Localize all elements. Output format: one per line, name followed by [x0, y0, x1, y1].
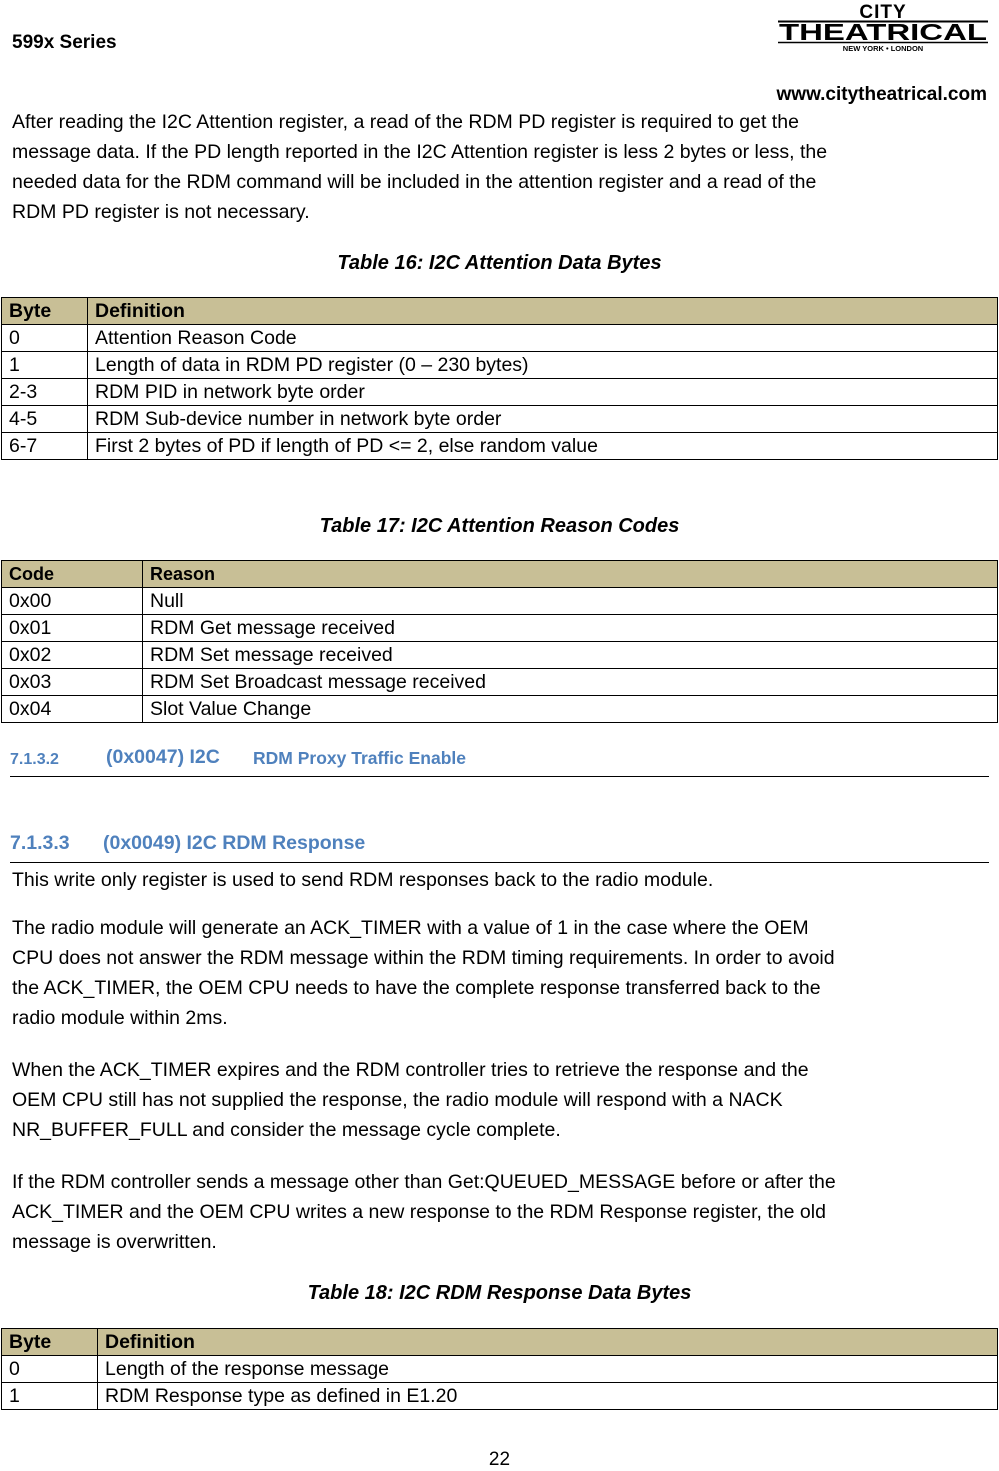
paragraph-ack-timer: The radio module will generate an ACK_TIMER with a value of 1 in the case where the OEM CPU does not answer the RDM message within the RDM timing requirements. In order to avoid the ACK_TIMER, the OEM CPU needs to have the complete response transferred back to the radio module within 2ms.	[12, 917, 835, 1029]
logo-line-city: CITY	[859, 2, 907, 23]
table-16-caption: Table 16: I2C Attention Data Bytes	[337, 252, 662, 274]
section-title-part-a: (0x0047) I2C	[106, 746, 220, 768]
table-row: 0x00 Null	[2, 588, 998, 615]
column-header: Reason	[143, 561, 998, 588]
column-header: Definition	[98, 1329, 998, 1356]
table-18-caption: Table 18: I2C RDM Response Data Bytes	[307, 1282, 692, 1304]
intro-paragraph: After reading the I2C Attention register, a read of the RDM PD register is required to get the message data. If the PD length reported in the I2C Attention register is less 2 bytes or less, the needed data for the RDM command will be included in the attention register and a read of the RDM PD register is not necessary.	[12, 111, 828, 223]
table-row: 0x04 Slot Value Change	[2, 696, 998, 723]
attention-data-bytes-table	[1, 297, 998, 460]
table-header-row	[2, 1329, 998, 1356]
table-row: 2-3 RDM PID in network byte order	[2, 379, 998, 406]
table-row: 4-5 RDM Sub-device number in network byte order	[2, 406, 998, 433]
table-row: 0x02 RDM Set message received	[2, 642, 998, 669]
section-number: 7.1.3.2	[10, 751, 59, 768]
rdm-response-data-bytes-table	[1, 1328, 998, 1410]
column-header: Byte	[2, 298, 88, 325]
city-theatrical-logo	[778, 2, 988, 52]
column-header: Definition	[88, 298, 998, 325]
table-header-row	[2, 561, 998, 588]
attention-reason-codes-table	[1, 560, 998, 723]
section-title-part-b: RDM Proxy Traffic Enable	[253, 748, 466, 768]
paragraph-register-description: This write only register is used to send RDM responses back to the radio module.	[12, 869, 714, 891]
table-header-row	[2, 298, 998, 325]
table-row: 0x03 RDM Set Broadcast message received	[2, 669, 998, 696]
table-17-caption: Table 17: I2C Attention Reason Codes	[319, 515, 680, 537]
table-row: 0x01 RDM Get message received	[2, 615, 998, 642]
table-row: 1 RDM Response type as defined in E1.20	[2, 1383, 998, 1410]
section-heading-7-1-3-2	[10, 742, 989, 777]
table-row: 1 Length of data in RDM PD register (0 – 230 bytes)	[2, 352, 998, 379]
logo-line-location: NEW YORK • LONDON	[842, 44, 924, 52]
document-series-title: 599x Series	[12, 32, 117, 53]
column-header: Code	[2, 561, 143, 588]
column-header: Byte	[2, 1329, 98, 1356]
table-row: 6-7 First 2 bytes of PD if length of PD <= 2, else random value	[2, 433, 998, 460]
section-title: (0x0049) I2C RDM Response	[103, 832, 366, 854]
section-heading-7-1-3-3	[10, 830, 989, 863]
table-row: 0 Length of the response message	[2, 1356, 998, 1383]
section-number: 7.1.3.3	[10, 832, 70, 854]
paragraph-message-overwritten: If the RDM controller sends a message other than Get:QUEUED_MESSAGE before or after the ACK_TIMER and the OEM CPU writes a new response to the RDM Response register, the old message is overwritten.	[12, 1171, 836, 1253]
logo-line-theatrical: THEATRICAL	[779, 19, 987, 45]
table-row: 0 Attention Reason Code	[2, 325, 998, 352]
website-url: www.citytheatrical.com	[776, 84, 987, 105]
paragraph-ack-timer-expires: When the ACK_TIMER expires and the RDM controller tries to retrieve the response and the OEM CPU still has not supplied the response, the radio module will respond with a NACK NR_BUFFER_FULL and consider the message cycle complete.	[12, 1059, 809, 1141]
page-number: 22	[488, 1449, 511, 1470]
